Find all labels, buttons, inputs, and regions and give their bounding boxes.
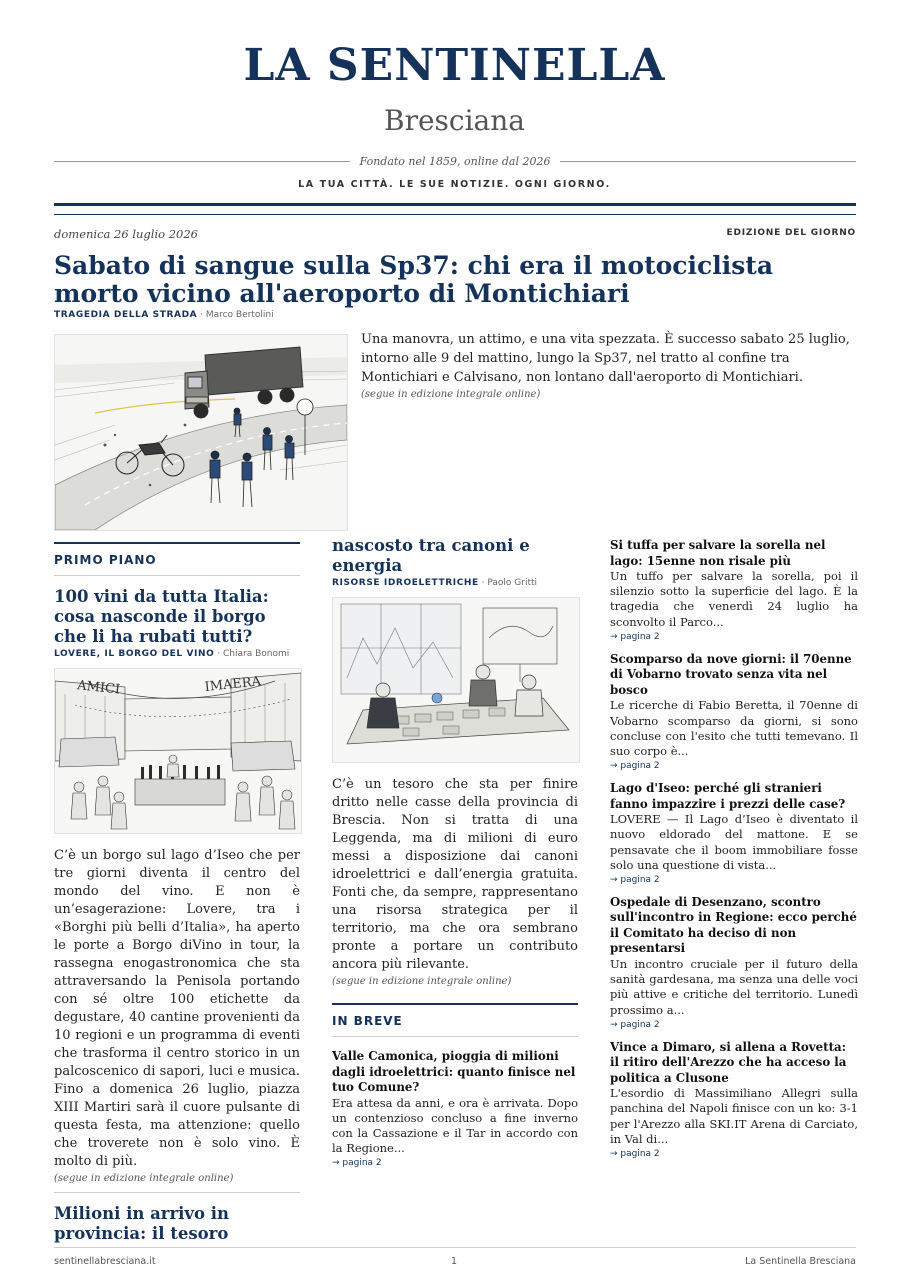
lead-headline[interactable]: Sabato di sangue sulla Sp37: chi era il motociclista morto vicino all'aeroporto di Montichiari: [54, 251, 774, 308]
brief-item: [610, 781, 858, 885]
feature-section: LOVERE, IL BORGO DEL VINO: [54, 649, 215, 659]
feature-section: RISORSE IDROELETTRICHE: [332, 578, 479, 588]
feature-author: Paolo Gritti: [487, 578, 538, 588]
lead-body: [361, 330, 858, 402]
brief-more-link[interactable]: → pagina 2: [610, 761, 660, 772]
divider: [54, 575, 300, 576]
feature-kicker-idro: RISORSE IDROELETTRICHE · Paolo Gritti: [332, 578, 538, 588]
divider: [332, 1036, 578, 1037]
column-idroelettrico: [332, 536, 578, 1168]
section-heading-in-breve: IN BREVE: [332, 1014, 403, 1028]
footer-paper-name: La Sentinella Bresciana: [745, 1256, 856, 1267]
brief-item: [610, 895, 858, 1030]
brief-headline[interactable]: Ospedale di Desenzano, scontro sull'incontro in Regione: ecco perché il Comitato ha deciso di non presentarsi: [610, 894, 857, 956]
brief-body: L'esordio di Massimiliano Allegri sulla panchina del Napoli finisce con un ko: 3-1 per l'Arezzo alla SKI.IT Arena di Carciato, in Val di...: [610, 1086, 858, 1146]
brief-body: Le ricerche di Fabio Beretta, il 70enne di Vobarno scomparso da giorni, si sono concluse con l'esito che tutti temevano. Il suo corpo è...: [610, 698, 858, 758]
brief-more-link[interactable]: → pagina 2: [610, 631, 660, 642]
image-sign-left: AMICI: [76, 678, 121, 698]
brief-headline[interactable]: Vince a Dimaro, si allena a Rovetta: il ritiro dell'Arezzo che ha acceso la politica a Clusone: [610, 1039, 847, 1085]
feature-headline-milioni[interactable]: Milioni in arrivo in provincia: il tesoro: [54, 1204, 230, 1243]
feature-kicker-vini: LOVERE, IL BORGO DEL VINO · Chiara Bonomi: [54, 649, 290, 659]
feature-body-idro: C’è un tesoro che sta per finire dritto nelle casse della provincia di Brescia. Non si tratta di una Leggenda, ma di milioni di euro messi a disposizione dai canoni idroelettrici e dall’energia gratuita. Fonti che, da sempre, rappresentano una risorsa strategica per il territorio, ma che ora sembrano pronte a portare un contributo ancora più rilevante.: [332, 777, 578, 972]
section-heading-primo-piano: PRIMO PIANO: [54, 553, 157, 567]
footer-rule: [54, 1247, 856, 1248]
footer-site-link[interactable]: sentinellabresciana.it: [54, 1256, 156, 1267]
column-primo-piano: [54, 542, 300, 1244]
image-sign-right: IMAERA: [203, 674, 262, 696]
brief-more-link[interactable]: → pagina 2: [610, 1149, 660, 1160]
brief-item: [610, 1040, 858, 1159]
brief-headline[interactable]: Lago d'Iseo: perché gli stranieri fanno impazzire i prezzi delle case?: [610, 781, 846, 811]
brief-headline[interactable]: Si tuffa per salvare la sorella nel lago: 15enne non risale più: [610, 538, 826, 568]
brief-item: [610, 652, 858, 771]
dateline: domenica 26 luglio 2026: [54, 227, 198, 241]
feature-image-wine-fest: [54, 668, 302, 834]
masthead-title: LA SENTINELLA: [243, 40, 666, 91]
lead-image-crash-scene: [54, 334, 348, 531]
divider: [560, 161, 856, 162]
masthead-rule-thin: [54, 214, 856, 215]
brief-headline[interactable]: Valle Camonica, pioggia di milioni dagli idroelettrici: quanto finisce nel tuo Comune?: [332, 1049, 576, 1094]
brief-item: [332, 1049, 578, 1168]
founded-text: Fondato nel 1859, online dal 2026: [359, 154, 551, 168]
brief-body: Un tuffo per salvare la sorella, poi il silenzio sotto la superficie del lago. È la tragedia che venerdì 24 luglio ha sconvolto il Parco...: [610, 569, 858, 629]
feature-author: Chiara Bonomi: [222, 649, 290, 659]
brief-more-link[interactable]: → pagina 2: [332, 1158, 382, 1169]
lead-body-text: Una manovra, un attimo, e una vita spezzata. È successo sabato 25 luglio, intorno alle 9 del mattino, lungo la Sp37, nel tratto al confine tra Montichiari e Calvisano, non lontano dall'aeroporto di Montichiari.: [361, 332, 850, 385]
edition-label: EDIZIONE DEL GIORNO: [726, 228, 856, 238]
lead-kicker: TRAGEDIA DELLA STRADA · Marco Bertolini: [54, 310, 274, 320]
column-briefs: [610, 538, 858, 1159]
section-rule: [54, 542, 300, 544]
masthead-rule: [54, 203, 856, 206]
feature-image-meeting: [332, 597, 580, 763]
brief-headline[interactable]: Scomparso da nove giorni: il 70enne di Vobarno trovato senza vita nel bosco: [610, 651, 852, 697]
divider: [54, 161, 350, 162]
brief-body: LOVERE — Il Lago d’Iseo è diventato il nuovo eldorado del mattone. E se pensavate che il boom immobiliare fosse solo una questione di vista...: [610, 812, 858, 872]
feature-body-vini: C’è un borgo sul lago d’Iseo che per tre giorni diventa il centro del mondo del vino. E non è un’esagerazione: Lovere, tra i «Borghi più belli d’Italia», ha aperto le porte a Borgo diVino in tour, la rassegna enogastronomica che sta attraversando la Penisola portando con sé oltre 100 etichette da degustare, 40 cantine provenienti da 10 regioni e un programma di eventi che trasforma il centro storico in un palcoscenico di sapori, luci e musica. Fino a domenica 26 luglio, piazza XIII Martiri sarà il cuore pulsante di questa festa, ma attenzione: quello che troverete non è solo vino. È molto di più.: [54, 848, 300, 1169]
divider: [54, 1192, 300, 1193]
brief-body: Un incontro cruciale per il futuro della sanità gardesana, ma senza una delle voci più attive e critiche del territorio. Lunedì prossimo a...: [610, 956, 858, 1017]
founded-line: [54, 152, 856, 170]
footer-page-number: 1: [451, 1256, 458, 1267]
brief-body: Era attesa da anni, e ora è arrivata. Dopo un contenzioso concluso a fine inverno con la Cassazione e il Tar in accordo con la Regione...: [332, 1095, 578, 1156]
feature-continued-link-vini[interactable]: (segue in edizione integrale online): [54, 1173, 234, 1184]
brief-more-link[interactable]: → pagina 2: [610, 874, 660, 885]
brief-more-link[interactable]: → pagina 2: [610, 1019, 660, 1030]
section-rule: [332, 1003, 578, 1005]
feature-headline-vini[interactable]: 100 vini da tutta Italia: cosa nasconde il borgo che li ha rubati tutti?: [54, 587, 269, 646]
masthead-subtitle: Bresciana: [384, 104, 525, 137]
feature-continued-link-idro[interactable]: (segue in edizione integrale online): [332, 976, 512, 987]
lead-section: TRAGEDIA DELLA STRADA: [54, 310, 198, 320]
brief-item: [610, 538, 858, 642]
feature-headline-milioni-continued[interactable]: nascosto tra canoni e energia: [332, 536, 530, 575]
lead-continued-link[interactable]: (segue in edizione integrale online): [361, 389, 541, 400]
masthead-tagline: LA TUA CITTÀ. LE SUE NOTIZIE. OGNI GIORNO.: [298, 179, 611, 190]
lead-author: Marco Bertolini: [205, 310, 274, 320]
